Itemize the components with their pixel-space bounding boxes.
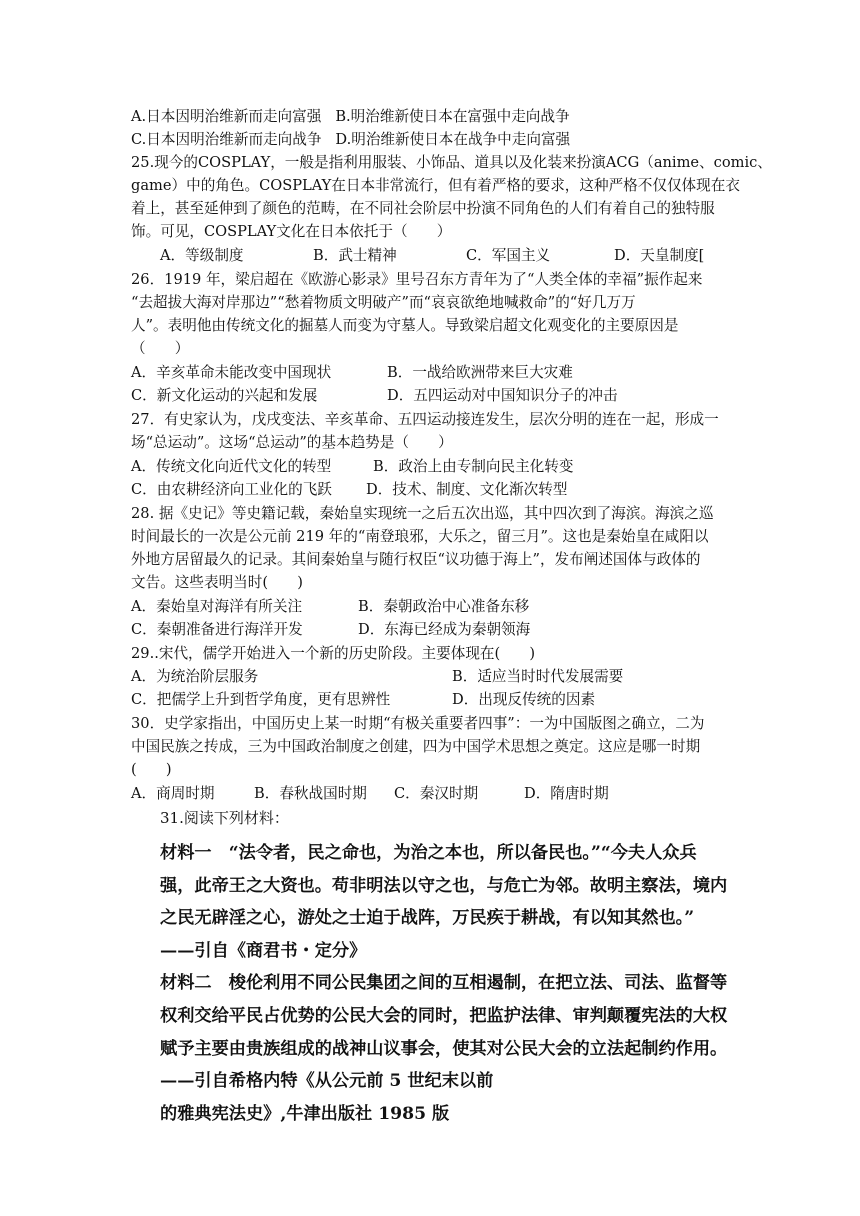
q28-stem-line: 外地方居留最久的记录。其间秦始皇与随行权臣“议功德于海上”，发布阐述国体与政体的	[131, 551, 701, 568]
q28-option-a: A．秦始皇对海洋有所关注	[131, 598, 303, 615]
material-two-source: ——引自希格内特《从公元前 5 世纪末以前	[160, 1071, 494, 1091]
q25-stem-line: 25.现今的COSPLAY，一般是指利用服装、小饰品、道具以及化装来扮演ACG（anime、comic、	[131, 154, 772, 171]
q26-stem-line: （ ）	[131, 340, 190, 357]
q26-option-a: A．辛亥革命未能改变中国现状	[131, 364, 332, 381]
q29-option-b: B．适应当时时代发展需要	[452, 668, 624, 685]
material-one-line: 材料一 “法令者，民之命也，为治之本也，所以备民也。”“今夫人众兵	[160, 843, 697, 863]
material-one-source: ——引自《商君书・定分》	[160, 941, 367, 961]
q25-option-d: D．天皇制度[	[614, 247, 705, 264]
q27-option-a: A．传统文化向近代文化的转型	[131, 458, 332, 475]
q27-stem-line: 场“总运动”。这场“总运动”的基本趋势是（ ）	[131, 434, 453, 451]
q30-option-d: D．隋唐时期	[524, 785, 609, 802]
q27-option-d: D．技术、制度、文化渐次转型	[366, 481, 568, 498]
q24-row-cd	[131, 129, 570, 151]
q27-option-b: B．政治上由专制向民主化转变	[373, 458, 574, 475]
material-two-line: 赋予主要由贵族组成的战神山议事会，使其对公民大会的立法起制约作用。	[160, 1039, 728, 1059]
q30-stem-line: 30．史学家指出，中国历史上某一时期“有极关重要者四事”：一为中国版图之确立，二为	[131, 715, 705, 732]
q29-option-d: D．出现反传统的因素	[452, 691, 596, 708]
q30-stem-line: 中国民族之抟成，三为中国政治制度之创建，四为中国学术思想之奠定。这应是哪一时期	[131, 738, 701, 755]
material-two-source: 的雅典宪法史》,牛津出版社 1985 版	[160, 1104, 450, 1124]
material-one-line: 之民无辟淫之心，游处之士迫于战阵，万民疾于耕战，有以知其然也。”	[160, 908, 695, 928]
q25-option-c: C．军国主义	[466, 247, 551, 264]
q26-option-c: C．新文化运动的兴起和发展	[131, 387, 318, 404]
q30-stem-line: ( )	[131, 761, 172, 778]
q26-option-b: B．一战给欧洲带来巨大灾难	[387, 364, 573, 381]
q31-intro: 31.阅读下列材料：	[160, 809, 289, 827]
q25-option-b: B．武士精神	[313, 247, 397, 264]
q28-option-d: D．东海已经成为秦朝领海	[358, 621, 531, 638]
q28-option-b: B．秦朝政治中心准备东移	[358, 598, 530, 615]
q24-option-d: D.明治维新使日本在战争中走向富强	[335, 131, 571, 148]
q26-stem-line: “去超拔大海对岸那边”“愁着物质文明破产”而“哀哀欲绝地喊救命”的“好几万万	[131, 294, 636, 311]
q24-option-a: A.日本因明治维新而走向富强	[131, 108, 322, 125]
q25-option-a: A．等级制度	[160, 247, 244, 264]
q29-option-c: C．把儒学上升到哲学角度，更有思辨性	[131, 691, 391, 708]
q29-option-a: A．为统治阶层服务	[131, 668, 259, 685]
material-one-line: 强，此帝王之大资也。苟非明法以守之也，与危亡为邻。故明主察法，境内	[160, 876, 728, 896]
material-two-line: 权利交给平民占优势的公民大会的同时，把监护法律、审判颠覆宪法的大权	[160, 1006, 728, 1026]
q28-stem-line: 文告。这些表明当时( )	[131, 574, 303, 591]
q26-stem-line: 26．1919 年，梁启超在《欧游心影录》里号召东方青年为了“人类全体的幸福”振作起来	[131, 271, 703, 288]
q24-option-b: B.明治维新使日本在富强中走向战争	[335, 108, 570, 125]
q30-option-a: A．商周时期	[131, 785, 215, 802]
q25-stem-line: 饰。可见，COSPLAY文化在日本依托于（ ）	[131, 223, 452, 240]
q25-stem-line: 着上，甚至延伸到了颜色的范畴，在不同社会阶层中扮演不同角色的人们有着自己的独特服	[131, 200, 715, 217]
q24-option-c: C.日本因明治维新而走向战争	[131, 131, 322, 148]
q28-option-c: C．秦朝准备进行海洋开发	[131, 621, 303, 638]
q24-row-ab	[131, 106, 570, 128]
material-two-line: 材料二 梭伦利用不同公民集团之间的互相遏制，在把立法、司法、监督等	[160, 973, 728, 993]
q27-stem-line: 27．有史家认为，戊戌变法、辛亥革命、五四运动接连发生，层次分明的连在一起，形成一	[131, 411, 719, 428]
q26-option-d: D．五四运动对中国知识分子的冲击	[387, 387, 618, 404]
q26-stem-line: 人”。表明他由传统文化的掘墓人而变为守墓人。导致梁启超文化观变化的主要原因是	[131, 317, 679, 334]
q28-stem-line: 时间最长的一次是公元前 219 年的“南登琅邪，大乐之，留三月”。这也是秦始皇在咸阳以	[131, 528, 709, 545]
q25-stem-line: game）中的角色。COSPLAY在日本非常流行，但有着严格的要求，这种严格不仅仅体现在衣	[131, 177, 740, 194]
q27-option-c: C．由农耕经济向工业化的飞跃	[131, 481, 332, 498]
q30-option-b: B．春秋战国时期	[254, 785, 367, 802]
q30-option-c: C．秦汉时期	[394, 785, 479, 802]
q29-stem-line: 29..宋代，儒学开始进入一个新的历史阶段。主要体现在( )	[131, 645, 536, 662]
q28-stem-line: 28. 据《史记》等史籍记载，秦始皇实现统一之后五次出巡，其中四次到了海滨。海滨之巡	[131, 505, 714, 522]
